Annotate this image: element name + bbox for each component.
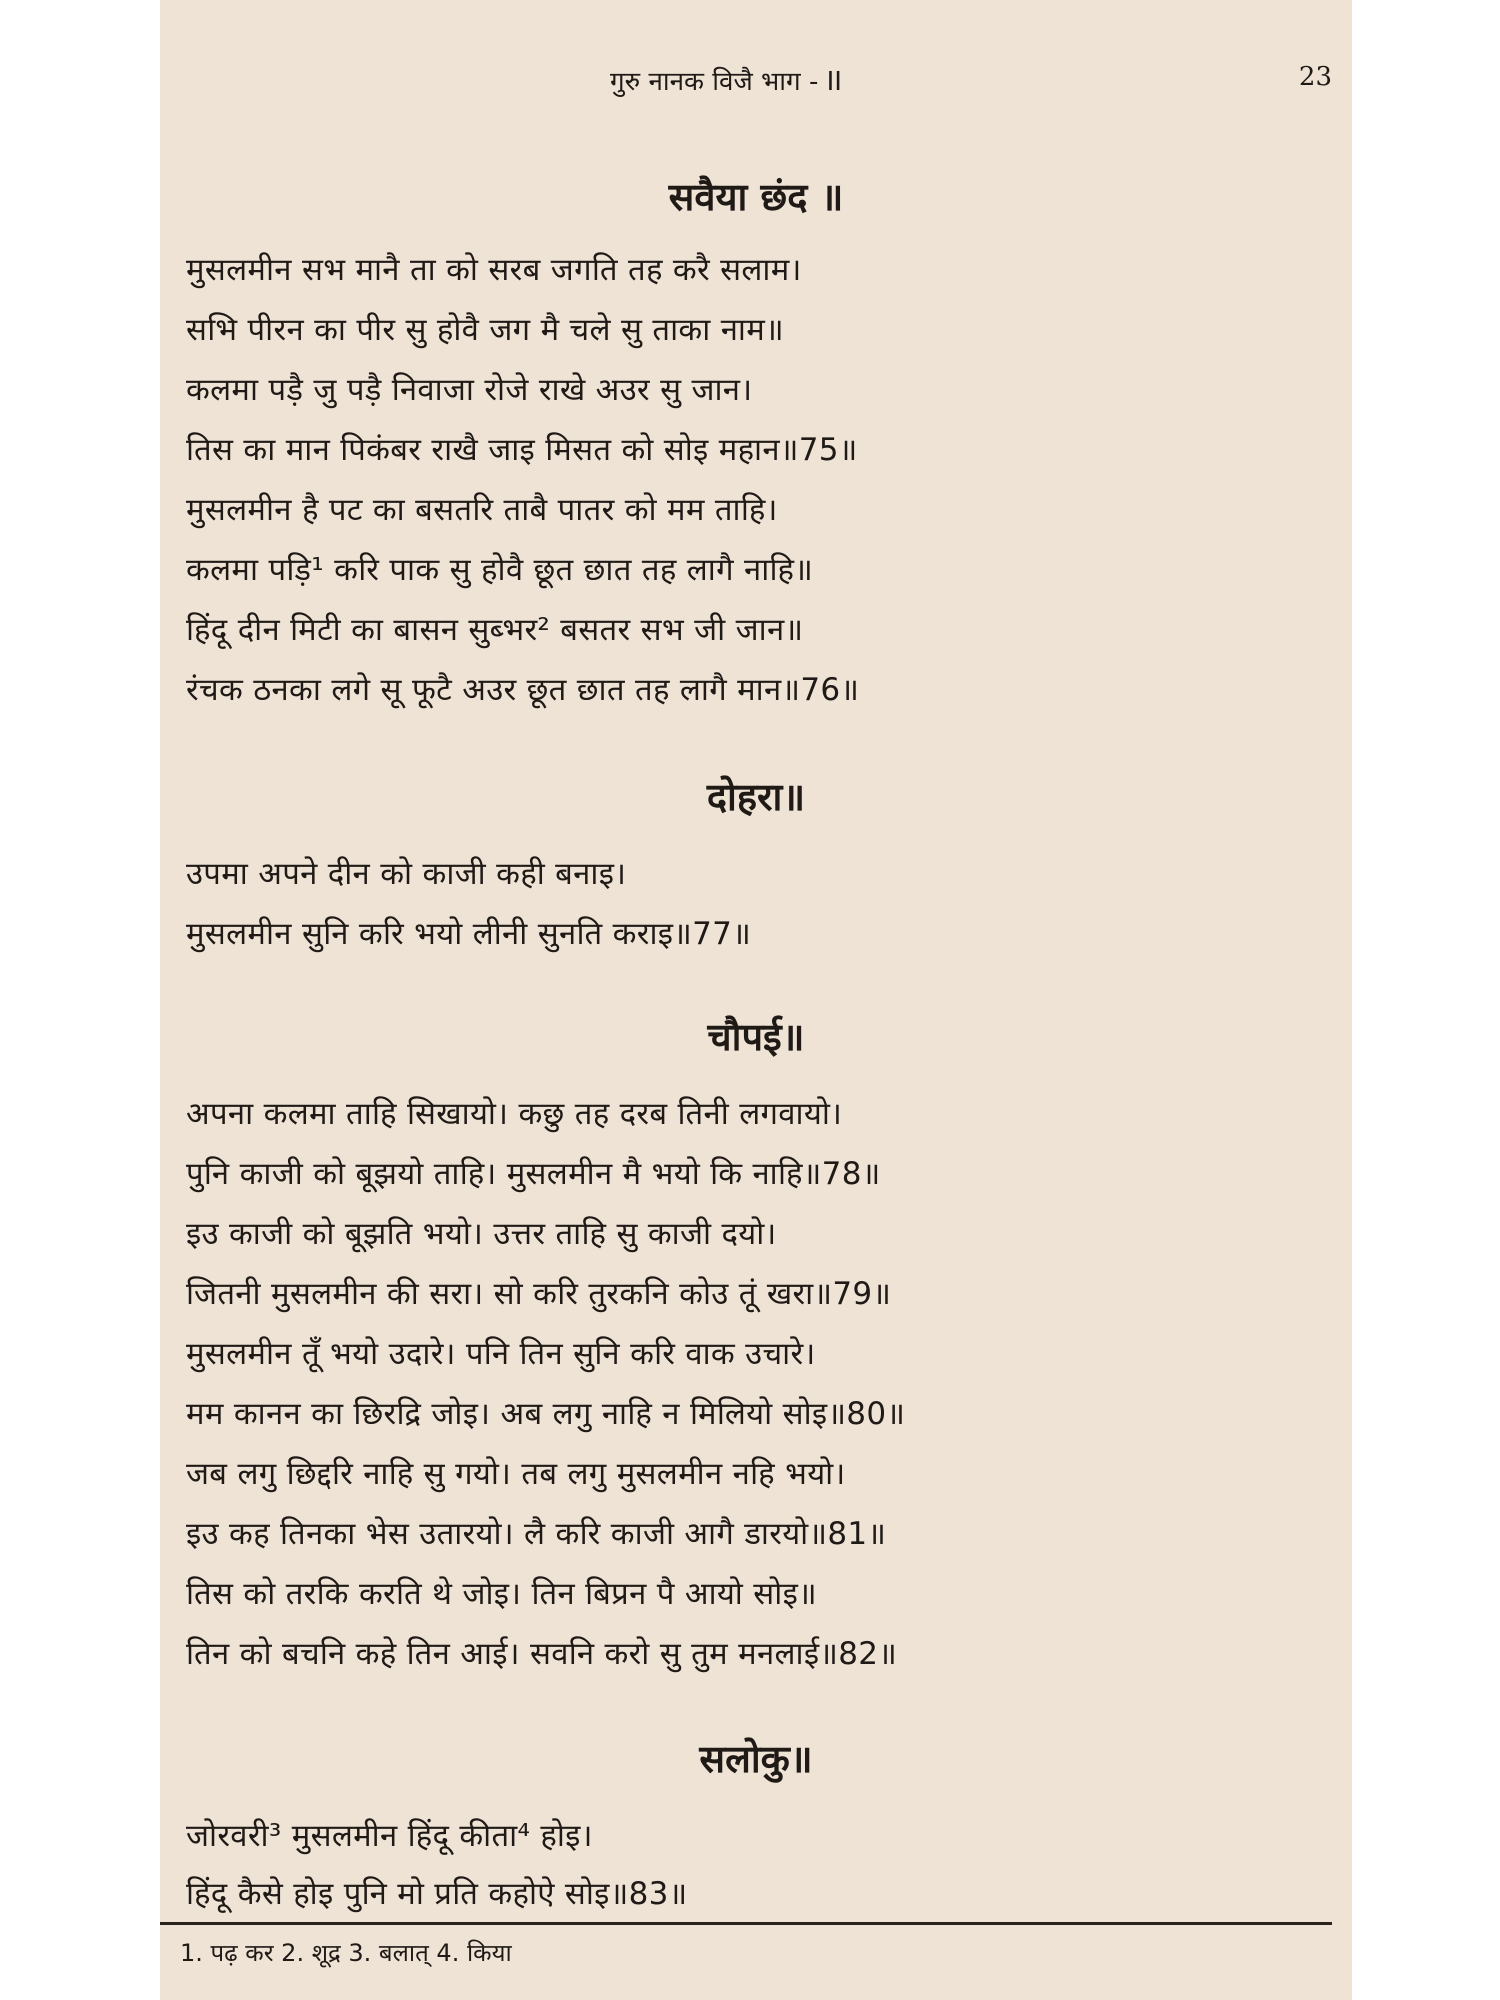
- verse-line: हिंदू कैसे होइ पुनि मो प्रति कहोऐ सोइ॥83॥: [186, 1876, 688, 1912]
- book-page: [160, 0, 1352, 2000]
- verse-line: कलमा पड़ै जु पड़ै निवाजा रोजे राखे अउर सु जान।: [186, 372, 753, 408]
- verse-line: जितनी मुसलमीन की सरा। सो करि तुरकनि कोउ तूं खरा॥79॥: [186, 1276, 892, 1312]
- verse-line: जोरवरी³ मुसलमीन हिंदू कीता⁴ होइ।: [186, 1818, 593, 1854]
- section-heading-chaupai: चौपई॥: [707, 1015, 805, 1059]
- verse-line: इउ काजी को बूझति भयो। उत्तर ताहि सु काजी दयो।: [186, 1216, 777, 1252]
- section-heading-saloku: सलोकु॥: [699, 1737, 813, 1781]
- verse-line: जब लगु छिद्दरि नाहि सु गयो। तब लगु मुसलमीन नहि भयो।: [186, 1456, 846, 1492]
- running-title: गुरु नानक विजै भाग - II: [610, 67, 842, 97]
- section-heading-savaiya: सवैया छंद ॥: [668, 175, 844, 219]
- footnotes: 1. पढ़ कर 2. शूद्र 3. बलात् 4. किया: [180, 1939, 512, 1967]
- verse-line: मुसलमीन सभ मानै ता को सरब जगति तह करै सलाम।: [186, 252, 802, 288]
- page-header: [160, 62, 1352, 102]
- section-heading-dohra: दोहरा॥: [706, 775, 806, 819]
- page-number: 23: [1298, 62, 1332, 92]
- verse-line: कलमा पड़ि¹ करि पाक सु होवै छूत छात तह लागै नाहि॥: [186, 552, 814, 588]
- verse-line: रंचक ठनका लगे सू फूटै अउर छूत छात तह लागै मान॥76॥: [186, 672, 860, 708]
- verse-line: हिंदू दीन मिटी का बासन सुब्भर² बसतर सभ जी जान॥: [186, 612, 804, 648]
- verse-line: सभि पीरन का पीर सु होवै जग मै चले सु ताका नाम॥: [186, 312, 784, 348]
- verse-line: अपना कलमा ताहि सिखायो। कछु तह दरब तिनी लगवायो।: [186, 1096, 843, 1132]
- verse-line: मुसलमीन है पट का बसतरि ताबै पातर को मम ताहि।: [186, 492, 778, 528]
- verse-line: मम कानन का छिरद्रि जोइ। अब लगु नाहि न मिलियो सोइ॥80॥: [186, 1396, 906, 1432]
- verse-line: मुसलमीन तूँ भयो उदारे। पनि तिन सुनि करि वाक उचारे।: [186, 1336, 816, 1372]
- verse-line: तिन को बचनि कहे तिन आई। सवनि करो सु तुम मनलाई॥82॥: [186, 1636, 898, 1672]
- verse-line: मुसलमीन सुनि करि भयो लीनी सुनति कराइ॥77॥: [186, 916, 752, 952]
- verse-line: इउ कह तिनका भेस उतारयो। लै करि काजी आगै डारयो॥81॥: [186, 1516, 887, 1552]
- verse-line: तिस का मान पिकंबर राखै जाइ मिसत को सोइ महान॥75॥: [186, 432, 858, 468]
- verse-line: तिस को तरकि करति थे जोइ। तिन बिप्रन पै आयो सोइ॥: [186, 1576, 817, 1612]
- verse-line: उपमा अपने दीन को काजी कही बनाइ।: [186, 856, 627, 892]
- verse-line: पुनि काजी को बूझयो ताहि। मुसलमीन मै भयो कि नाहि॥78॥: [186, 1156, 881, 1192]
- footnote-divider: [160, 1922, 1332, 1925]
